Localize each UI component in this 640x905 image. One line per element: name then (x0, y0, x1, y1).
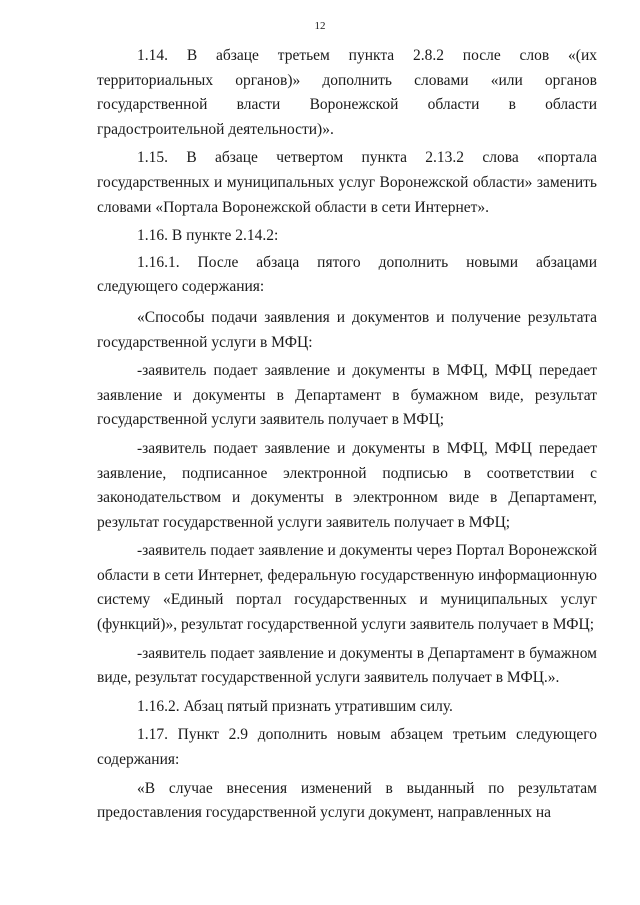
paragraph-quote-start: «В случае внесения изменений в выданный по результатам предоставления государственной услуги документ, направленных на (97, 779, 597, 822)
document-body (97, 44, 597, 830)
paragraph-1-16-1: 1.16.1. После абзаца пятого дополнить новыми абзацами следующего содержания: (97, 253, 597, 296)
paragraph-1-15: 1.15. В абзаце четвертом пункта 2.13.2 слова «портала государственных и муниципальных услуг Воронежской области» заменить словами «Портала Воронежской области в сети Интернет». (97, 149, 597, 216)
paragraph-1-16: 1.16. В пункте 2.14.2: (137, 227, 279, 245)
paragraph-1-16-2: 1.16.2. Абзац пятый признать утратившим силу. (137, 697, 453, 715)
list-item-4: -заявитель подает заявление и документы в Департамент в бумажном виде, результат государственной услуги заявитель получает в МФЦ.». (97, 644, 597, 687)
list-item-1: -заявитель подает заявление и документы в МФЦ, МФЦ передает заявление и документы в Департамент в бумажном виде, результат государственной услуги заявитель получает в МФЦ; (97, 362, 597, 429)
paragraph-1-17: 1.17. Пункт 2.9 дополнить новым абзацем третьим следующего содержания: (97, 726, 597, 769)
page-number: 12 (314, 20, 326, 32)
list-item-3: -заявитель подает заявление и документы через Портал Воронежской области в сети Интернет, федеральную государственную информационную систему «Единый портал государственных и муниципальных услуг (функций)», результат государственной услуги заявитель получает в МФЦ; (97, 542, 597, 634)
paragraph-quote-intro: «Способы подачи заявления и документов и получение результата государственной услуги в МФЦ: (97, 308, 597, 351)
paragraph-1-14: 1.14. В абзаце третьем пункта 2.8.2 после слов «(их территориальных органов)» дополнить словами «или органов государственной власти Воронежской области в области градостроительной деятельности)». (97, 47, 597, 138)
list-item-2: -заявитель подает заявление и документы в МФЦ, МФЦ передает заявление, подписанное электронной подписью в соответствии с законодательством и документы в электронном виде в Департамент, результат государственной услуги заявитель получает в МФЦ; (97, 439, 597, 531)
